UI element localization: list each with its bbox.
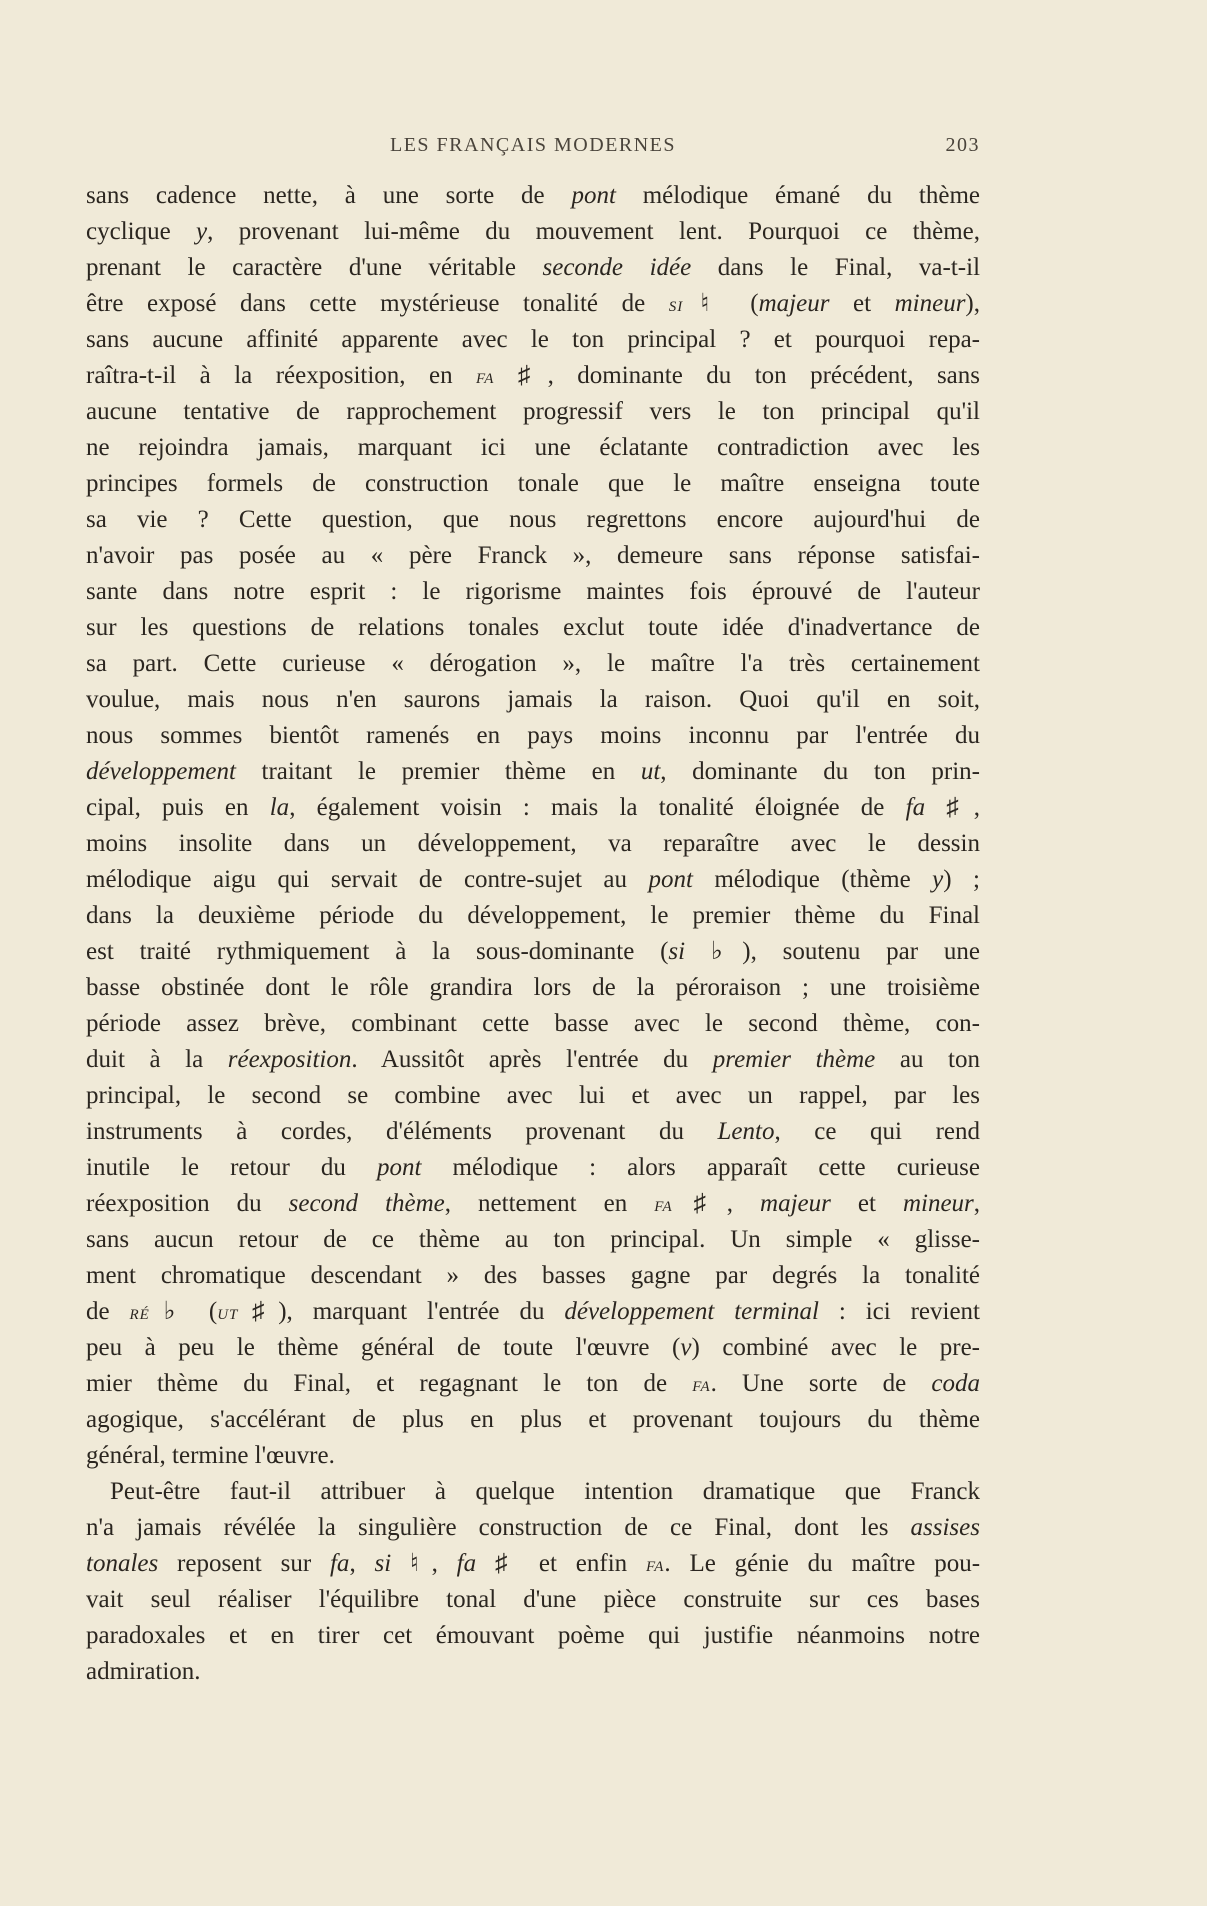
text-line: réexposition du second thème, nettement en fa♯, majeur et mineur,: [86, 1190, 980, 1217]
text-line: cyclique y, provenant lui-même du mouvement lent. Pourquoi ce thème,: [86, 218, 980, 245]
text-line: mier thème du Final, et regagnant le ton de fa. Une sorte de coda: [86, 1370, 980, 1397]
text-line: mélodique aigu qui servait de contre-sujet au pont mélodique (thème y) ;: [86, 866, 980, 893]
text-line: ne rejoindra jamais, marquant ici une éclatante contradiction avec les: [86, 434, 980, 461]
text-line: instruments à cordes, d'éléments provenant du Lento, ce qui rend: [86, 1118, 980, 1145]
text-line: sans aucune affinité apparente avec le ton principal ? et pourquoi repa-: [86, 326, 980, 353]
text-line: paradoxales et en tirer cet émouvant poème qui justifie néanmoins notre: [86, 1622, 980, 1649]
text-line: période assez brève, combinant cette basse avec le second thème, con-: [86, 1010, 980, 1037]
text-line: voulue, mais nous n'en saurons jamais la raison. Quoi qu'il en soit,: [86, 686, 980, 713]
text-line: principes formels de construction tonale que le maître enseigna toute: [86, 470, 980, 497]
running-header: [86, 134, 980, 162]
text-line: prenant le caractère d'une véritable seconde idée dans le Final, va-t-il: [86, 254, 980, 281]
text-line: sans cadence nette, à une sorte de pont mélodique émané du thème: [86, 182, 980, 209]
text-line: agogique, s'accélérant de plus en plus et provenant toujours du thème: [86, 1406, 980, 1433]
text-line: peu à peu le thème général de toute l'œuvre (v) combiné avec le pre-: [86, 1334, 980, 1361]
text-line: sa vie ? Cette question, que nous regrettons encore aujourd'hui de: [86, 506, 980, 533]
text-line: sa part. Cette curieuse « dérogation », le maître l'a très certainement: [86, 650, 980, 677]
text-line: sur les questions de relations tonales exclut toute idée d'inadvertance de: [86, 614, 980, 641]
text-line: sante dans notre esprit : le rigorisme maintes fois éprouvé de l'auteur: [86, 578, 980, 605]
text-line: de ré♭ (ut♯), marquant l'entrée du développement terminal : ici revient: [86, 1298, 980, 1325]
page-number: 203: [945, 134, 980, 156]
text-line: tonales reposent sur fa, si ♮, fa ♯ et enfin fa. Le génie du maître pou-: [86, 1550, 980, 1577]
text-line: principal, le second se combine avec lui et avec un rappel, par les: [86, 1082, 980, 1109]
body-text: [86, 178, 980, 1690]
text-line: admiration.: [86, 1658, 201, 1685]
text-line: raîtra-t-il à la réexposition, en fa ♯, dominante du ton précédent, sans: [86, 362, 980, 389]
text-line: Peut-être faut-il attribuer à quelque intention dramatique que Franck: [110, 1478, 980, 1505]
text-line: n'a jamais révélée la singulière construction de ce Final, dont les assises: [86, 1514, 980, 1541]
text-line: ment chromatique descendant » des basses gagne par degrés la tonalité: [86, 1262, 980, 1289]
text-line: basse obstinée dont le rôle grandira lors de la péroraison ; une troisième: [86, 974, 980, 1001]
text-line: n'avoir pas posée au « père Franck », demeure sans réponse satisfai-: [86, 542, 980, 569]
paragraph: [86, 178, 980, 1474]
text-line: aucune tentative de rapprochement progressif vers le ton principal qu'il: [86, 398, 980, 425]
text-line: est traité rythmiquement à la sous-dominante (si ♭), soutenu par une: [86, 938, 980, 965]
text-line: sans aucun retour de ce thème au ton principal. Un simple « glisse-: [86, 1226, 980, 1253]
paragraph: [86, 1474, 980, 1690]
text-line: vait seul réaliser l'équilibre tonal d'une pièce construite sur ces bases: [86, 1586, 980, 1613]
text-line: duit à la réexposition. Aussitôt après l'entrée du premier thème au ton: [86, 1046, 980, 1073]
text-line: inutile le retour du pont mélodique : alors apparaît cette curieuse: [86, 1154, 980, 1181]
text-line: général, termine l'œuvre.: [86, 1442, 335, 1469]
text-line: cipal, puis en la, également voisin : mais la tonalité éloignée de fa ♯,: [86, 794, 980, 821]
text-line: moins insolite dans un développement, va reparaître avec le dessin: [86, 830, 980, 857]
running-title: LES FRANÇAIS MODERNES: [390, 134, 676, 156]
text-line: nous sommes bientôt ramenés en pays moins inconnu par l'entrée du: [86, 722, 980, 749]
text-line: développement traitant le premier thème en ut, dominante du ton prin-: [86, 758, 980, 785]
text-line: être exposé dans cette mystérieuse tonalité de si♮ (majeur et mineur),: [86, 290, 980, 317]
text-line: dans la deuxième période du développement, le premier thème du Final: [86, 902, 980, 929]
